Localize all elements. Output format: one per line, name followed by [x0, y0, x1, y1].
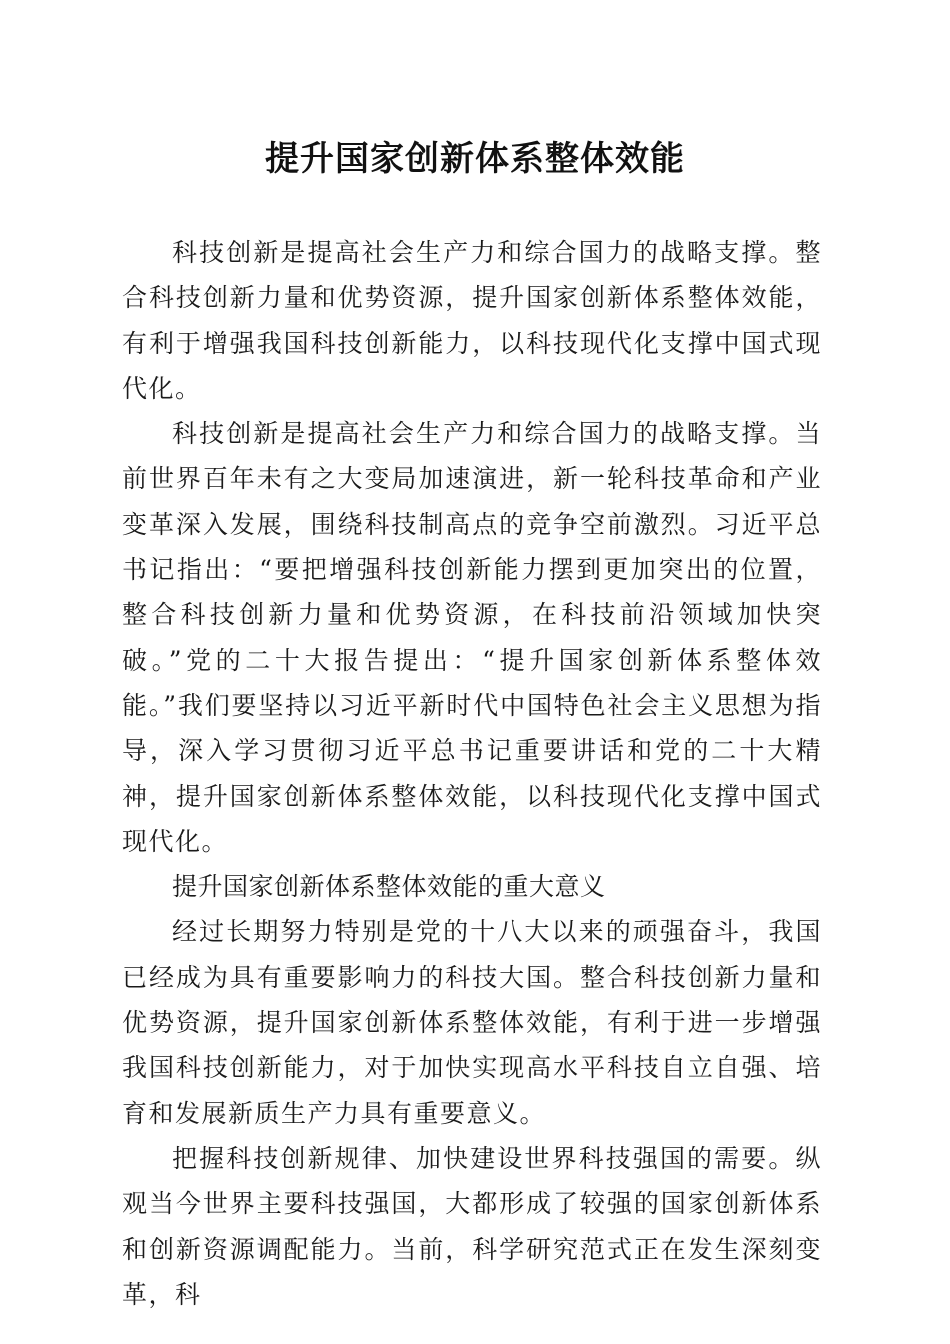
paragraph-laws: 把握科技创新规律、加快建设世界科技强国的需要。纵观当今世界主要科技强国，大都形成了较强的国家创新体系和创新资源调配能力。当前，科学研究范式正在发生深刻变革，科: [122, 1143, 822, 1309]
section-heading: 提升国家创新体系整体效能的重大意义: [172, 872, 606, 902]
paragraph-background: 科技创新是提高社会生产力和综合国力的战略支撑。当前世界百年未有之大变局加速演进，新一轮科技革命和产业变革深入发展，围绕科技制高点的竞争空前激烈。习近平总书记指出：“要把增强科技创新能力摆到更加突出的位置，整合科技创新力量和优势资源，在科技前沿领域加快突破。”党的二十大报告提出：“提升国家创新体系整体效能。”我们要坚持以习近平新时代中国特色社会主义思想为指导，深入学习贯彻习近平总书记重要讲话和党的二十大精神，提升国家创新体系整体效能，以科技现代化支撑中国式现代化。: [122, 419, 822, 856]
paragraph-significance: 经过长期努力特别是党的十八大以来的顽强奋斗，我国已经成为具有重要影响力的科技大国。整合科技创新力量和优势资源，提升国家创新体系整体效能，有利于进一步增强我国科技创新能力，对于加快实现高水平科技自立自强、培育和发展新质生产力具有重要意义。: [122, 917, 822, 1128]
document-title: 提升国家创新体系整体效能: [265, 139, 685, 179]
document-body: [122, 230, 822, 1317]
paragraph-intro: 科技创新是提高社会生产力和综合国力的战略支撑。整合科技创新力量和优势资源，提升国家创新体系整体效能，有利于增强我国科技创新能力，以科技现代化支撑中国式现代化。: [122, 238, 822, 403]
